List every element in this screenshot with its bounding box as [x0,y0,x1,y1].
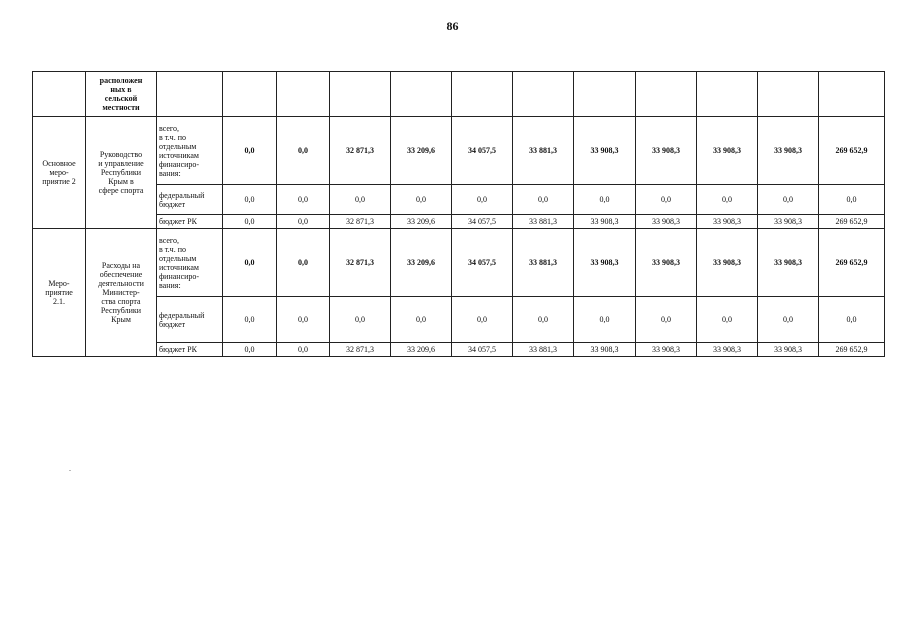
cell-source: всего, в т.ч. по отдельным источникам финансиро- вания: [157,229,223,297]
cell-empty [330,72,391,117]
cell-value: 33 908,3 [697,215,758,229]
cell-value: 0,0 [277,185,330,215]
table-body [33,72,885,357]
page-number: 86 [446,19,459,33]
cell-value: 33 908,3 [574,343,636,357]
cell-source-empty [157,72,223,117]
cell-value: 33 881,3 [513,343,574,357]
cell-value: 33 209,6 [391,215,452,229]
cell-value: 0,0 [223,297,277,343]
cell-value: 33 209,6 [391,343,452,357]
cell-event-empty [33,72,86,117]
cell-value: 33 881,3 [513,117,574,185]
table-row [33,297,885,343]
cell-event: Основное меро- приятие 2 [33,117,86,229]
table-row [33,185,885,215]
cell-value: 0,0 [330,297,391,343]
cell-value: 33 908,3 [697,343,758,357]
cell-value: 0,0 [574,185,636,215]
cell-event: Меро- приятие 2.1. [33,229,86,357]
cell-value: 269 652,9 [819,343,885,357]
cell-empty [636,72,697,117]
cell-empty [391,72,452,117]
cell-value: 33 908,3 [636,343,697,357]
financing-table [32,71,885,357]
cell-source: бюджет РК [157,343,223,357]
cell-value: 33 908,3 [574,229,636,297]
cell-value: 33 908,3 [636,215,697,229]
cell-value: 0,0 [636,185,697,215]
cell-value: 0,0 [636,297,697,343]
cell-value: 33 908,3 [636,117,697,185]
cell-value: 0,0 [391,185,452,215]
cell-value: 33 908,3 [697,229,758,297]
cell-value: 0,0 [223,185,277,215]
cell-value: 0,0 [391,297,452,343]
cell-value: 33 881,3 [513,229,574,297]
cell-value: 0,0 [223,215,277,229]
cell-value: 33 908,3 [697,117,758,185]
cell-value: 32 871,3 [330,215,391,229]
cell-value: 269 652,9 [819,229,885,297]
cell-value: 0,0 [330,185,391,215]
cell-empty [574,72,636,117]
cell-value: 32 871,3 [330,343,391,357]
cell-value: 0,0 [758,297,819,343]
cell-value: 33 908,3 [758,343,819,357]
table-row-continued [33,72,885,117]
cell-empty [223,72,277,117]
cell-value: 0,0 [277,215,330,229]
cell-value: 34 057,5 [452,343,513,357]
cell-value: 269 652,9 [819,215,885,229]
cell-name: Руководство и управление Республики Крым в сфере спорта [86,117,157,229]
table-row [33,343,885,357]
cell-value: 32 871,3 [330,229,391,297]
cell-value: 0,0 [697,185,758,215]
cell-empty [452,72,513,117]
cell-value: 0,0 [513,185,574,215]
cell-value: 0,0 [513,297,574,343]
cell-value: 33 881,3 [513,215,574,229]
cell-empty [513,72,574,117]
cell-value: 0,0 [819,297,885,343]
cell-value: 33 908,3 [758,215,819,229]
cell-value: 0,0 [223,343,277,357]
cell-value: 0,0 [277,229,330,297]
cell-value: 269 652,9 [819,117,885,185]
cell-empty [697,72,758,117]
cell-value: 0,0 [758,185,819,215]
cell-name: Расходы на обеспечение деятельности Министер- ства спорта Республики Крым [86,229,157,357]
cell-value: 0,0 [277,117,330,185]
cell-source: федеральный бюджет [157,297,223,343]
cell-value: 0,0 [819,185,885,215]
cell-value: 0,0 [697,297,758,343]
cell-source: всего, в т.ч. по отдельным источникам финансиро- вания: [157,117,223,185]
cell-value: 34 057,5 [452,215,513,229]
cell-name: расположен ных в сельской местности [86,72,157,117]
cell-value: 33 908,3 [636,229,697,297]
cell-value: 32 871,3 [330,117,391,185]
cell-value: 33 908,3 [574,215,636,229]
table-row [33,117,885,185]
table-row [33,229,885,297]
cell-value: 0,0 [277,343,330,357]
scan-speck [69,470,71,471]
cell-value: 0,0 [223,229,277,297]
cell-source: федеральный бюджет [157,185,223,215]
cell-value: 0,0 [452,297,513,343]
table-row [33,215,885,229]
cell-empty [277,72,330,117]
cell-value: 0,0 [452,185,513,215]
cell-value: 34 057,5 [452,117,513,185]
cell-value: 33 908,3 [574,117,636,185]
cell-value: 33 908,3 [758,229,819,297]
cell-value: 33 209,6 [391,229,452,297]
cell-empty [758,72,819,117]
cell-value: 0,0 [574,297,636,343]
cell-value: 33 209,6 [391,117,452,185]
cell-empty [819,72,885,117]
cell-value: 33 908,3 [758,117,819,185]
cell-value: 34 057,5 [452,229,513,297]
cell-value: 0,0 [223,117,277,185]
cell-source: бюджет РК [157,215,223,229]
cell-value: 0,0 [277,297,330,343]
